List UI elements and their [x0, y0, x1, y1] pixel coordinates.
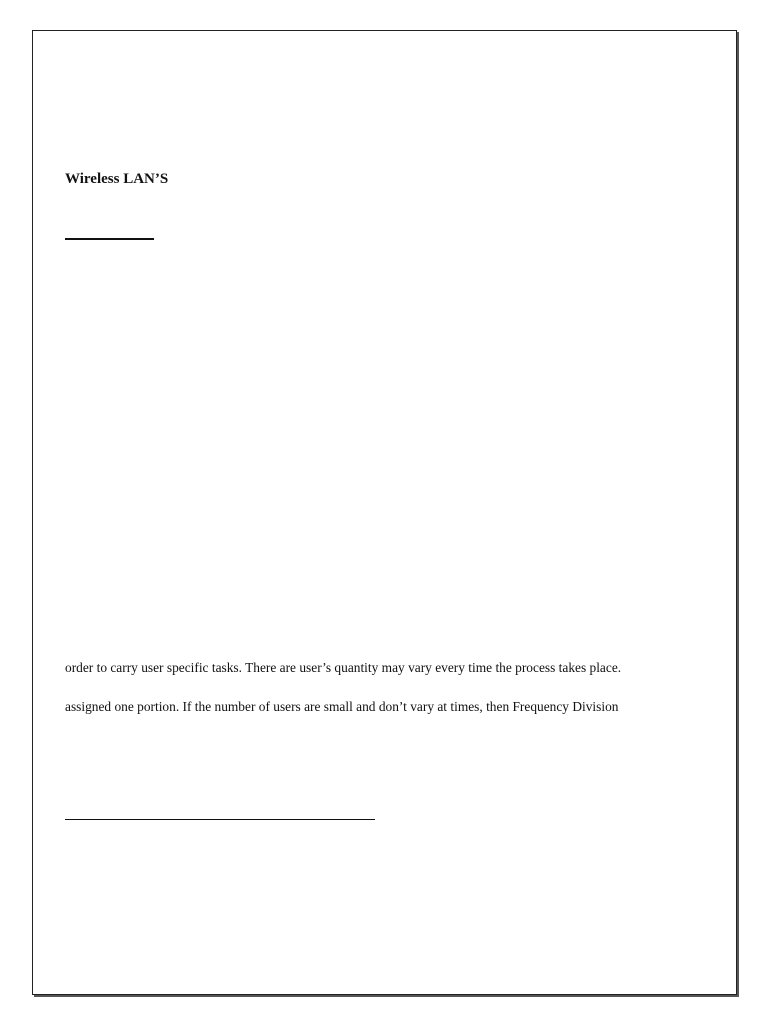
body-text-line: assigned one portion. If the number of users are small and don’t vary at times, then Frequency Division: [65, 699, 619, 714]
section-heading: Wireless LAN’S: [65, 171, 169, 187]
footnote-separator-rule: [65, 819, 375, 820]
body-text-line: order to carry user specific tasks. There are user’s quantity may vary every time the process takes place.: [65, 660, 622, 675]
heading-underline-rule: [65, 238, 154, 240]
